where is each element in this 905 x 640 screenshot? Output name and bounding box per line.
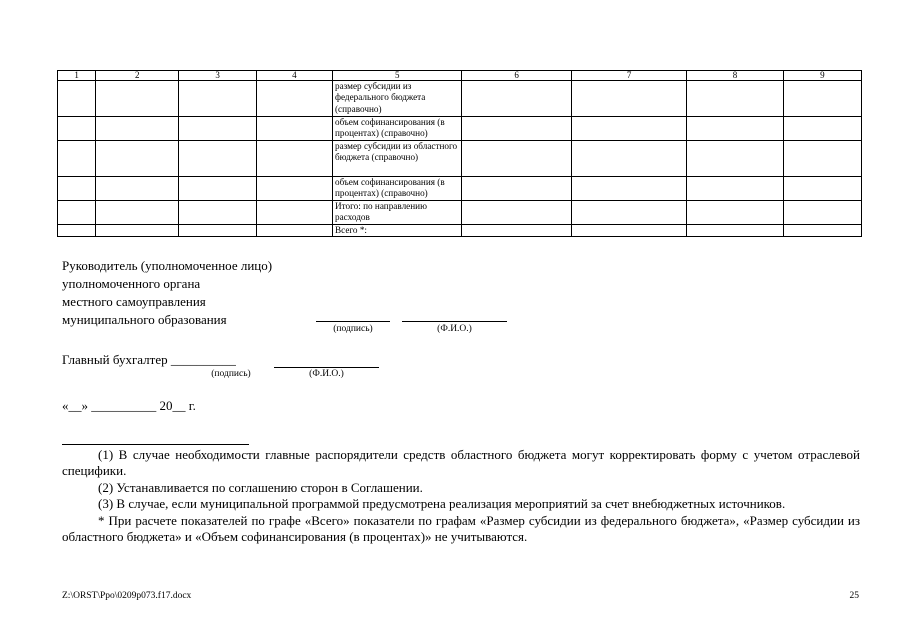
accountant-label: Главный бухгалтер __________ [62, 352, 236, 367]
footnote: * При расчете показателей по графе «Всего» показатели по графам «Размер субсидии из федерального бюджета», «Размер субсидии из областного бюджета» и «Объем софинансирования (в процентах)» не учитываются. [62, 512, 860, 545]
head-caption-sign: (подпись) [333, 324, 373, 334]
row-label: объем софинансирования (в процентах) (справочно) [333, 177, 462, 201]
form-table [57, 70, 862, 237]
footnote: (2) Устанавливается по соглашению сторон в Соглашении. [98, 479, 423, 495]
head-name-line [402, 321, 507, 322]
column-number: 2 [96, 71, 179, 81]
signature-line: Руководитель (уполномоченное лицо) [62, 258, 273, 273]
table-row [58, 117, 862, 141]
column-number: 8 [687, 71, 783, 81]
accountant-name-line [274, 367, 379, 368]
column-number: 4 [256, 71, 332, 81]
row-label: Итого: по направлению расходов [333, 201, 462, 225]
column-number-row [58, 71, 862, 81]
column-number: 1 [58, 71, 96, 81]
table-row [58, 177, 862, 201]
table-row [58, 201, 862, 225]
head-signature-block [62, 257, 272, 329]
date-line: «__» __________ 20__ г. [62, 398, 196, 413]
column-number: 7 [571, 71, 686, 81]
table-row [58, 81, 862, 117]
head-sign-line [316, 321, 390, 322]
table-row [58, 141, 862, 177]
accountant-caption-name: (Ф.И.О.) [309, 369, 344, 379]
footnote: (3) В случае, если муниципальной программой предусмотрена реализация мероприятий за счет внебюджетных источников. [98, 496, 786, 512]
footer-page-number: 25 [849, 591, 859, 601]
head-caption-name: (Ф.И.О.) [437, 324, 472, 334]
table-row [58, 225, 862, 237]
footnote-separator [62, 444, 249, 445]
accountant-caption-sign: (подпись) [211, 369, 251, 379]
row-label: размер субсидии из областного бюджета (справочно) [333, 141, 462, 177]
row-label: объем софинансирования (в процентах) (справочно) [333, 117, 462, 141]
signature-line: местного самоуправления [62, 294, 206, 309]
footer-file-path: Z:\ORST\Ppo\0209p073.f17.docx [62, 591, 192, 601]
row-label: Всего *: [333, 225, 462, 237]
column-number: 5 [333, 71, 462, 81]
footnote: (1) В случае необходимости главные распорядители средств областного бюджета могут корректировать форму с учетом отраслевой специфики. [62, 447, 860, 479]
column-number: 6 [462, 71, 571, 81]
signature-line: уполномоченного органа [62, 276, 201, 291]
column-number: 9 [783, 71, 861, 81]
footnotes [62, 447, 860, 545]
signature-line: муниципального образования [62, 312, 227, 327]
row-label: размер субсидии из федерального бюджета (справочно) [333, 81, 462, 117]
column-number: 3 [179, 71, 256, 81]
